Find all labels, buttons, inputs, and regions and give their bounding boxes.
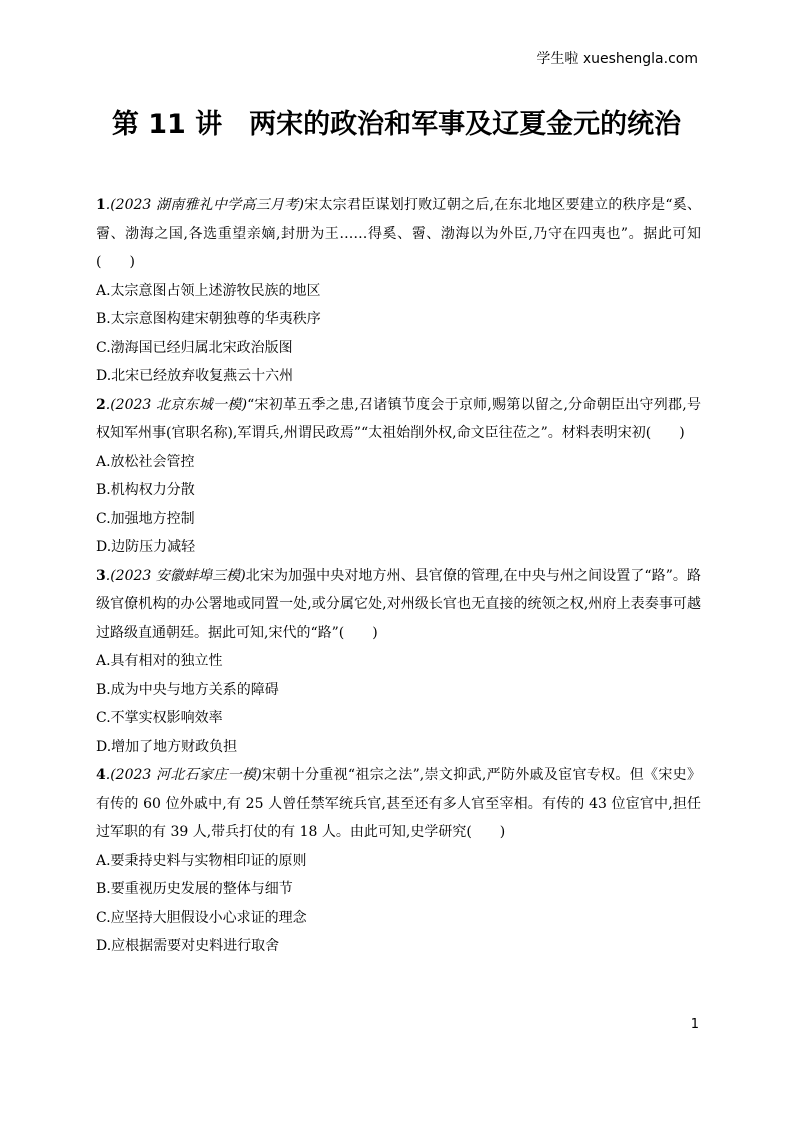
question-3 [96,562,701,762]
question-stem [96,191,701,277]
question-number: 2 [96,396,106,413]
option-d: D.北宋已经放弃收复燕云十六州 [96,368,294,384]
option-c: C.渤海国已经归属北宋政治版图 [96,339,293,356]
option-d: D.增加了地方财政负担 [96,738,238,755]
option-a: A.太宗意图占领上述游牧民族的地区 [96,282,321,299]
question-text: 宋太宗君臣谋划打败辽朝之后,在东北地区要建立的秩序是“奚、霫、渤海之国,各选重望亲嫡,封册为王……得奚、霫、渤海以为外臣,乃守在四夷也”。据此可知( ) [96,197,702,270]
option-d: D.边防压力减轻 [96,539,196,555]
site-watermark: 学生啦 xueshengla.com [536,51,698,67]
page-number: 1 [690,1017,699,1032]
option-c: C.不掌实权影响效率 [96,710,223,726]
question-source: .(2023 湖南雅礼中学高三月考) [105,197,305,213]
option-b: B.要重视历史发展的整体与细节 [96,881,293,897]
option-b: B.机构权力分散 [96,482,195,498]
option-a: A.具有相对的独立性 [96,653,223,669]
option-d: D.应根据需要对史料进行取舍 [96,938,280,954]
question-source: .(2023 北京东城一模) [105,396,248,413]
option-b: B.太宗意图构建宋朝独尊的华夷秩序 [96,311,321,327]
question-text: 宋朝十分重视“祖宗之法”,崇文抑武,严防外戚及宦官专权。但《宋史》有传的 60 位外戚中,有 25 人曾任禁军统兵官,甚至还有多人官至宰相。有传的 43 位宦官中,担任过军职的有 39 人,带兵打仗的有 18 人。由此可知,史学研究( ) [96,767,701,840]
question-text: 北宋为加强中央对地方州、县官僚的管理,在中央与州之间设置了“路”。路级官僚机构的办公署地或同置一处,或分属它处,对州级长官也无直接的统领之权,州府上表奏事可越过路级直通朝廷。据此可知,宋代的“路”( ) [96,567,702,641]
option-c: C.加强地方控制 [96,510,195,527]
question-number: 3 [96,567,106,584]
question-source: .(2023 安徽蚌埠三模) [105,567,246,584]
question-1 [96,191,701,391]
question-list [96,191,701,961]
question-number: 4 [96,767,106,783]
question-stem [96,562,701,648]
question-stem [96,761,701,847]
option-b: B.成为中央与地方关系的障碍 [96,681,279,698]
option-a: A.放松社会管控 [96,453,195,470]
option-c: C.应坚持大胆假设小心求证的理念 [96,909,307,926]
question-2 [96,391,701,562]
lesson-title: 第 11 讲 两宋的政治和军事及辽夏金元的统治 [111,109,682,140]
question-number: 1 [96,197,106,213]
question-stem [96,391,701,448]
question-text: “宋初革五季之患,召诸镇节度会于京师,赐第以留之,分命朝臣出守列郡,号权知军州事(官职名称),军谓兵,州谓民政焉”“太祖始削外权,命文臣往莅之”。材料表明宋初( ) [96,396,701,441]
question-source: .(2023 河北石家庄一模) [105,767,262,783]
question-4 [96,761,701,961]
option-a: A.要秉持史料与实物相印证的原则 [96,852,307,869]
